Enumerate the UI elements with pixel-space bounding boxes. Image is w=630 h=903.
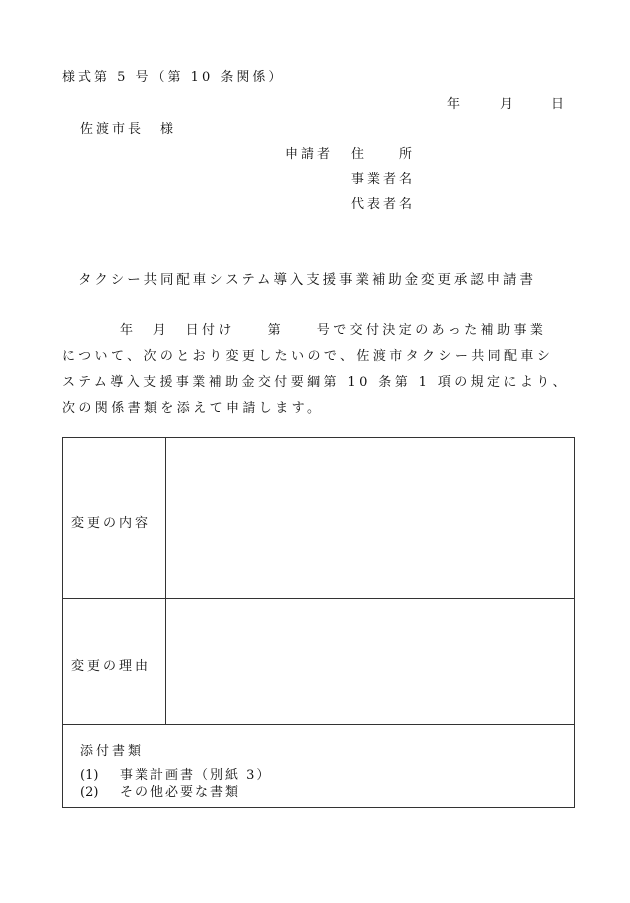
- change-reason-field[interactable]: [166, 599, 574, 724]
- business-name-label: 事業者名: [351, 172, 416, 187]
- representative-name-label: 代表者名: [351, 197, 416, 212]
- change-content-field[interactable]: [166, 438, 574, 598]
- addressee: 佐渡市長 様: [80, 122, 177, 137]
- change-content-label: 変更の内容: [71, 516, 152, 531]
- applicant-label: 申請者: [285, 147, 334, 162]
- table-divider: [63, 724, 574, 725]
- attachment-number: (2): [80, 785, 99, 800]
- body-text-line: 年 月 日付け 第 号で交付決定のあった補助事業: [120, 323, 547, 338]
- attachment-text: 事業計画書（別紙 3）: [120, 768, 272, 783]
- attachment-number: (1): [80, 768, 99, 783]
- date-year-label: 年: [447, 97, 461, 112]
- address-label: 住 所: [351, 147, 416, 162]
- attachment-text: その他必要な書類: [120, 785, 241, 800]
- change-request-table: [62, 437, 575, 808]
- change-reason-label: 変更の理由: [71, 659, 152, 674]
- date-month-label: 月: [500, 97, 514, 112]
- attachments-title: 添付書類: [80, 744, 145, 759]
- document-title: タクシー共同配車システム導入支援事業補助金変更承認申請書: [78, 272, 536, 288]
- body-text-line: 次の関係書類を添えて申請します。: [62, 401, 324, 416]
- date-day-label: 日: [551, 97, 565, 112]
- attachment-item: [80, 781, 240, 800]
- form-number: 様式第 5 号（第 10 条関係）: [62, 70, 285, 85]
- body-text-line: ステム導入支援事業補助金交付要綱第 10 条第 1 項の規定により、: [62, 375, 570, 390]
- body-text-line: について、次のとおり変更したいので、佐渡市タクシー共同配車シ: [62, 349, 554, 364]
